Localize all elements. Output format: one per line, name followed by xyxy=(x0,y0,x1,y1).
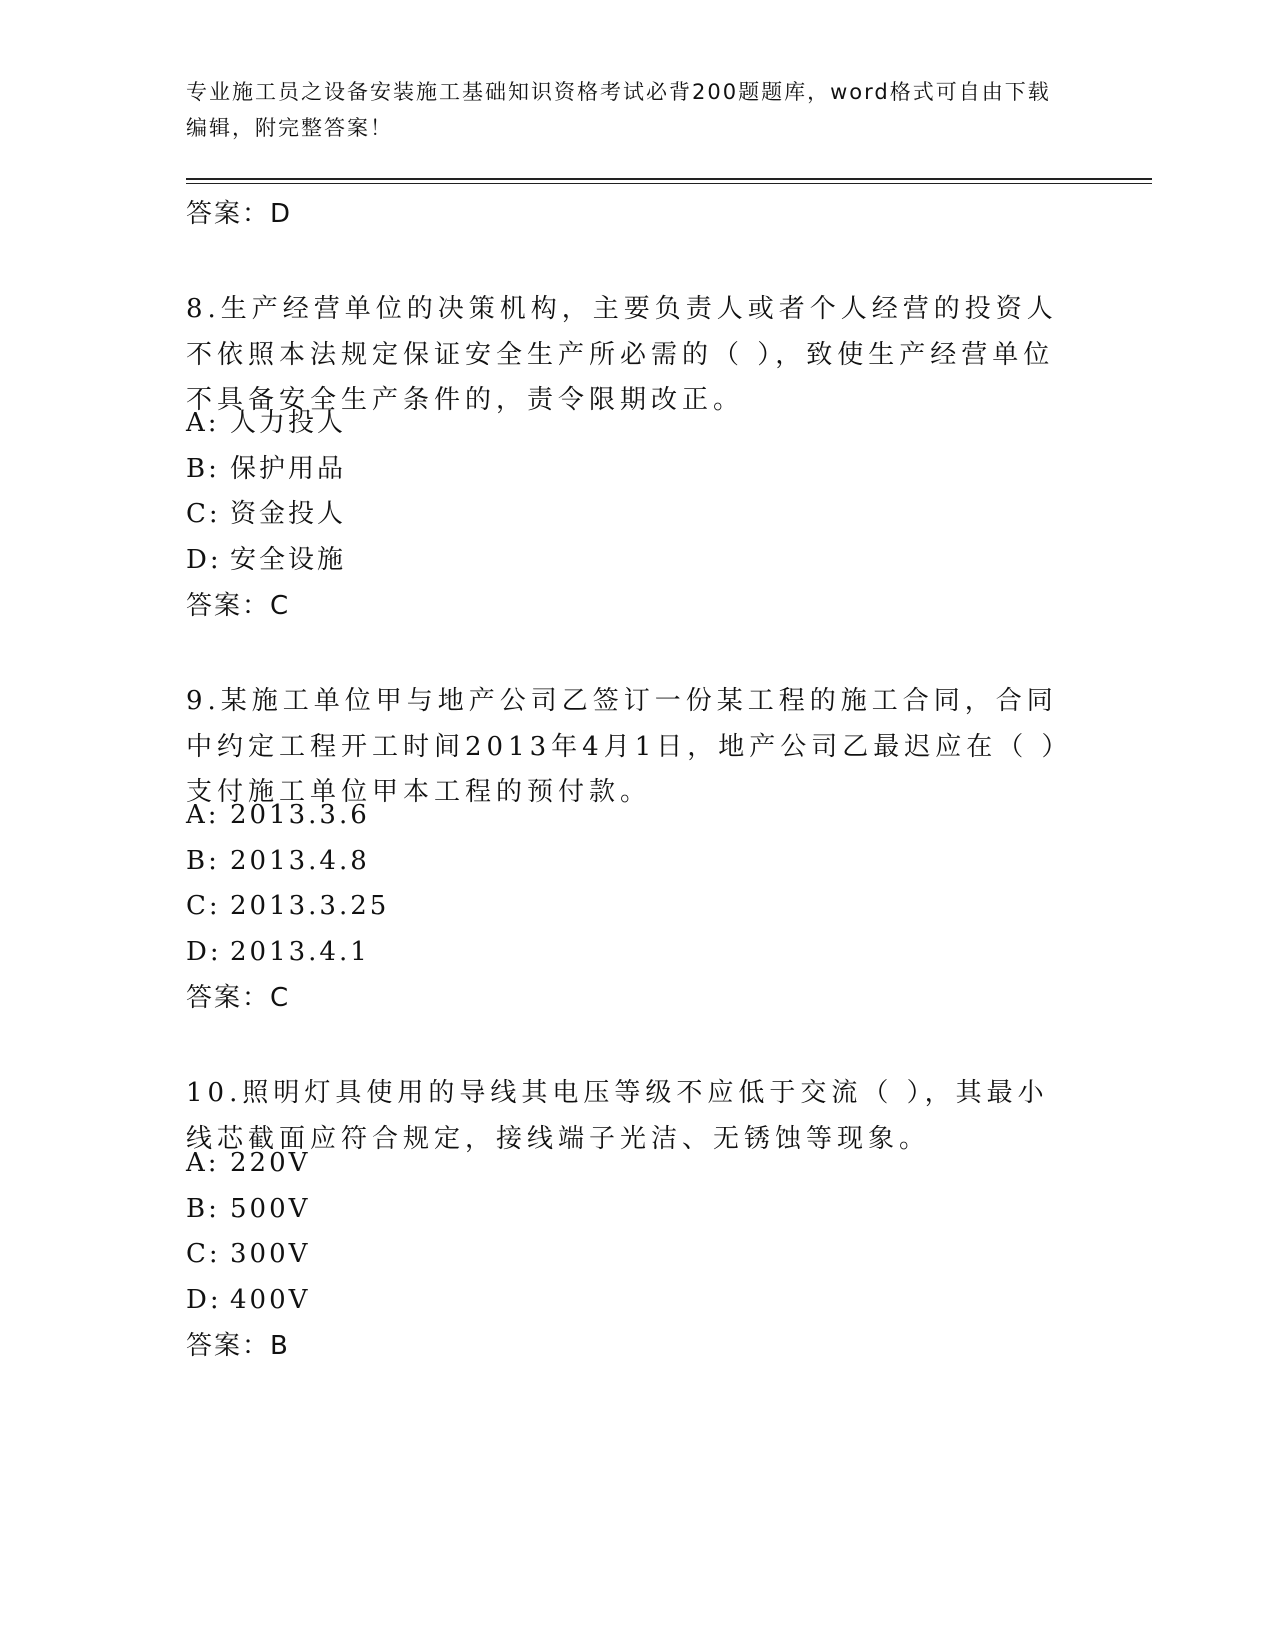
option-label: A: xyxy=(186,1148,220,1178)
previous-answer: 答案：D xyxy=(186,199,293,229)
option-text: 220V xyxy=(230,1148,311,1178)
option-b xyxy=(186,1187,1076,1233)
option-label: D: xyxy=(186,544,222,575)
question-10-answer: 答案：B xyxy=(186,1331,290,1361)
option-a xyxy=(186,793,1076,839)
option-c xyxy=(186,492,1076,538)
question-9-options xyxy=(186,793,1076,975)
question-8-text: 8.生产经营单位的决策机构，主要负责人或者个人经营的投资人不依照本法规定保证安全生产所必需的（ ），致使生产经营单位不具备安全生产条件的，责令限期改正。 xyxy=(186,294,1058,415)
question-8-options xyxy=(186,401,1076,583)
question-8-answer: 答案：C xyxy=(186,591,291,621)
option-d xyxy=(186,1278,1076,1324)
option-text: 安全设施 xyxy=(230,544,347,575)
question-10-options xyxy=(186,1141,1076,1323)
option-label: B: xyxy=(186,453,220,484)
option-text: 2013.3.25 xyxy=(230,891,390,921)
option-b xyxy=(186,839,1076,885)
option-text: 400V xyxy=(230,1284,311,1315)
option-text: 保护用品 xyxy=(230,453,347,484)
option-label: A: xyxy=(186,408,220,438)
option-label: D: xyxy=(186,1284,222,1315)
option-text: 2013.4.1 xyxy=(230,936,370,967)
option-a xyxy=(186,1141,1076,1187)
document-header: 专业施工员之设备安装施工基础知识资格考试必背200题题库，word格式可自由下载编辑，附完整答案！ xyxy=(186,80,1051,140)
option-b xyxy=(186,447,1076,493)
option-text: 2013.4.8 xyxy=(230,845,370,876)
option-label: B: xyxy=(186,1193,220,1224)
question-9-text: 9.某施工单位甲与地产公司乙签订一份某工程的施工合同，合同中约定工程开工时间2013年4月1日，地产公司乙最迟应在（ ）支付施工单位甲本工程的预付款。 xyxy=(186,686,1073,807)
option-label: C: xyxy=(186,891,221,921)
option-text: 2013.3.6 xyxy=(230,800,370,830)
option-label: D: xyxy=(186,936,222,967)
option-c xyxy=(186,884,1076,930)
option-text: 500V xyxy=(230,1193,311,1224)
option-label: C: xyxy=(186,1239,221,1269)
option-a xyxy=(186,401,1076,447)
option-text: 人力投人 xyxy=(230,408,347,438)
option-text: 资金投人 xyxy=(230,499,347,529)
option-d xyxy=(186,538,1076,584)
option-label: B: xyxy=(186,845,220,876)
question-10-text: 10.照明灯具使用的导线其电压等级不应低于交流（ ），其最小线芯截面应符合规定，接线端子光洁、无锈蚀等现象。 xyxy=(186,1078,1049,1154)
header-divider xyxy=(186,178,1152,180)
option-label: C: xyxy=(186,499,221,529)
header-divider-thin xyxy=(186,183,1152,184)
option-d xyxy=(186,930,1076,976)
option-text: 300V xyxy=(230,1239,311,1269)
option-label: A: xyxy=(186,800,220,830)
question-9-answer: 答案：C xyxy=(186,983,291,1013)
option-c xyxy=(186,1232,1076,1278)
